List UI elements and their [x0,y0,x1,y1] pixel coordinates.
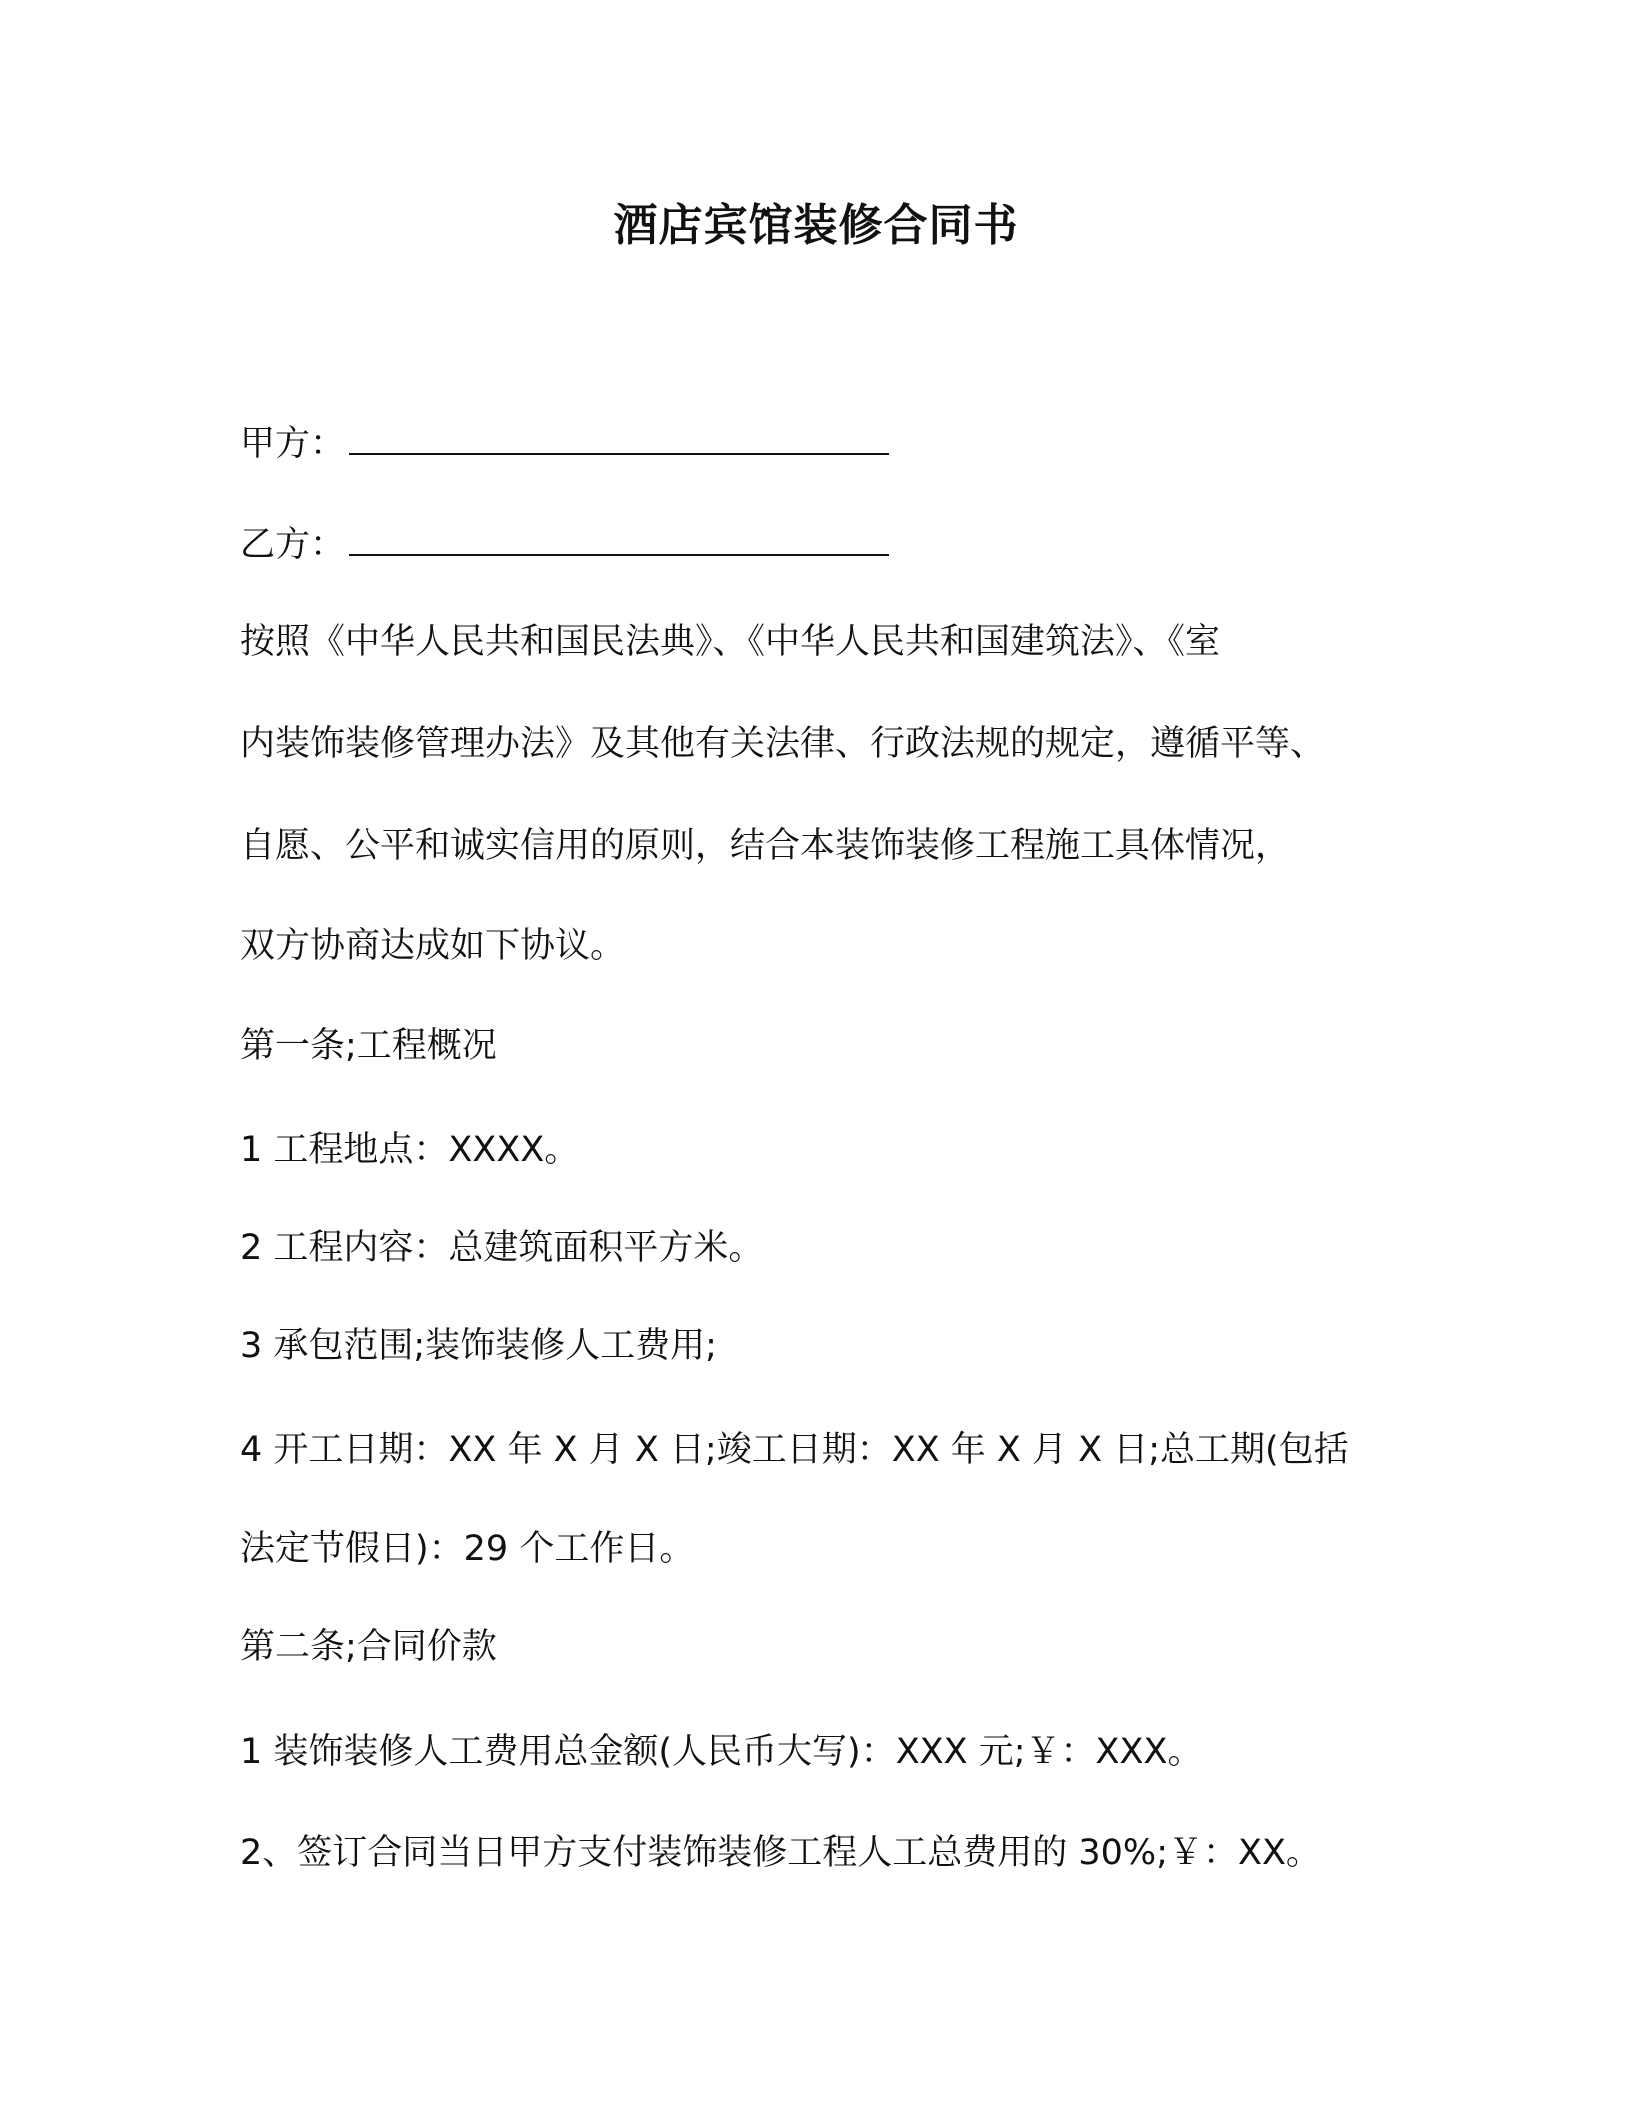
article2-heading: 第二条;合同价款 [240,1627,497,1667]
party-a-line [240,420,889,468]
article1-item-4: 4 开工日期：XX 年 X 月 X 日;竣工日期：XX 年 X 月 X 日;总工期(包括 [240,1430,1349,1470]
party-b-label: 乙方： [240,525,346,565]
article2-item-1: 1 装饰装修人工费用总金额(人民币大写)：XXX 元;￥：XXX。 [240,1732,1203,1772]
preamble-line-4: 双方协商达成如下协议。 [240,926,626,966]
article1-item-4-cont: 法定节假日)：29 个工作日。 [240,1529,695,1569]
preamble-line-2: 内装饰装修管理办法》及其他有关法律、行政法规的规定，遵循平等、 [240,724,1326,764]
article1-item-1: 1 工程地点：XXXX。 [240,1130,580,1170]
party-b-blank [349,522,889,556]
party-a-blank [349,421,889,455]
preamble-line-3: 自愿、公平和诚实信用的原则，结合本装饰装修工程施工具体情况， [240,826,1291,866]
party-b-line [240,521,889,569]
article1-heading: 第一条;工程概况 [240,1026,497,1066]
document-title: 酒店宾馆装修合同书 [613,200,1019,251]
article2-item-2: 2、签订合同当日甲方支付装饰装修工程人工总费用的 30%;￥：XX。 [240,1833,1321,1873]
article1-item-3: 3 承包范围;装饰装修人工费用; [240,1326,717,1366]
article1-item-2: 2 工程内容：总建筑面积平方米。 [240,1228,764,1268]
preamble-line-1: 按照《中华人民共和国民法典》、《中华人民共和国建筑法》、《室 [240,622,1221,662]
party-a-label: 甲方： [240,424,346,464]
